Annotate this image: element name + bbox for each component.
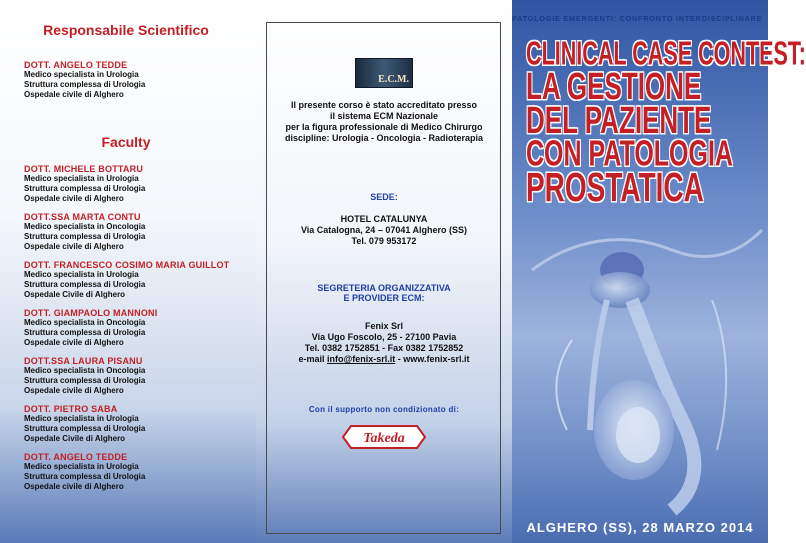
faculty-entry — [24, 356, 256, 396]
cover-caption: PATOLOGIE EMERGENTI: CONFRONTO INTERDISCIPLINARE — [512, 14, 763, 23]
person-name: DOTT. ANGELO TEDDE — [24, 452, 128, 462]
svg-text:Takeda: Takeda — [363, 431, 405, 446]
person-hospital: Ospedale civile di Alghero — [24, 90, 124, 99]
contact-line: e-mail info@fenix-srl.it - www.fenix-srl.it — [298, 354, 470, 364]
title-line: DEL PAZIENTE — [526, 98, 712, 142]
person-hospital: Ospedale civile di Alghero — [24, 242, 124, 251]
person-name: DOTT. FRANCESCO COSIMO MARIA GUILLOT — [24, 260, 230, 270]
middle-panel — [256, 0, 512, 543]
faculty-entry — [24, 164, 256, 204]
faculty-entry — [24, 212, 256, 252]
person-name: DOTT. MICHELE BOTTARU — [24, 164, 144, 174]
person-role: Medico specialista in Oncologia — [24, 318, 146, 327]
person-role: Medico specialista in Urologia — [24, 270, 139, 279]
support-note: Con il supporto non condizionato di: — [308, 405, 460, 414]
person-name: DOTT.SSA MARTA CONTU — [24, 212, 141, 222]
person-unit: Struttura complessa di Urologia — [24, 376, 146, 385]
person-role: Medico specialista in Oncologia — [24, 222, 146, 231]
responsabile-heading: Responsabile Scientifico — [43, 22, 209, 38]
person-unit: Struttura complessa di Urologia — [24, 80, 146, 89]
left-panel — [0, 0, 256, 543]
person-unit: Struttura complessa di Urologia — [24, 184, 146, 193]
sede-heading: SEDE: — [370, 192, 398, 202]
title-line: CON PATOLOGIA — [526, 133, 733, 175]
person-hospital: Ospedale civile di Alghero — [24, 338, 124, 347]
person-name: DOTT. PIETRO SABA — [24, 404, 118, 414]
person-hospital: Ospedale civile di Alghero — [24, 194, 124, 203]
responsabile-entry — [24, 60, 256, 100]
person-hospital: Ospedale Civile di Alghero — [24, 434, 126, 443]
person-name: DOTT.SSA LAURA PISANU — [24, 356, 143, 366]
event-date: ALGHERO (SS), 28 MARZO 2014 — [526, 520, 754, 535]
faculty-heading: Faculty — [101, 134, 151, 150]
title-line: PROSTATICA — [526, 164, 704, 210]
cover-title — [512, 23, 806, 210]
person-unit: Struttura complessa di Urologia — [24, 232, 146, 241]
person-role: Medico specialista in Urologia — [24, 462, 139, 471]
person-unit: Struttura complessa di Urologia — [24, 328, 146, 337]
person-role: Medico specialista in Oncologia — [24, 366, 146, 375]
anatomy-illustration — [512, 230, 768, 530]
person-unit: Struttura complessa di Urologia — [24, 280, 146, 289]
segreteria-heading: SEGRETERIA ORGANIZZATIVA E PROVIDER ECM: — [317, 283, 451, 303]
faculty-entry — [24, 308, 256, 348]
panel-frame — [266, 22, 501, 534]
person-unit: Struttura complessa di Urologia — [24, 424, 146, 433]
person-hospital: Ospedale civile di Alghero — [24, 482, 124, 491]
person-role: Medico specialista in Urologia — [24, 414, 139, 423]
faculty-entry — [24, 260, 256, 300]
title-line: LA GESTIONE — [526, 64, 702, 108]
person-hospital: Ospedale civile di Alghero — [24, 386, 124, 395]
takeda-logo — [341, 424, 427, 450]
cover-panel — [512, 0, 806, 543]
person-hospital: Ospedale Civile di Alghero — [24, 290, 126, 299]
faculty-entry — [24, 452, 256, 492]
title-line: CLINICAL CASE CONTEST: — [526, 34, 806, 72]
provider-block: Fenix Srl Via Ugo Foscolo, 25 - 27100 Pavia Tel. 0382 1752851 - Fax 0382 1752852 e-mail info@fenix-srl.it - www.fenix-srl.it — [274, 321, 494, 365]
person-name: DOTT. ANGELO TEDDE — [24, 60, 128, 70]
accreditation-text: Il presente corso è stato accreditato presso il sistema ECM Nazionale per la figura professionale di Medico Chirurgo discipline: Urologia - Oncologia - Radioterapia — [284, 100, 484, 143]
person-role: Medico specialista in Urologia — [24, 174, 139, 183]
person-role: Medico specialista in Urologia — [24, 70, 139, 79]
faculty-entry — [24, 404, 256, 444]
person-name: DOTT. GIAMPAOLO MANNONI — [24, 308, 158, 318]
ecm-logo: E.C.M. — [355, 58, 413, 88]
person-unit: Struttura complessa di Urologia — [24, 472, 146, 481]
email-link[interactable]: info@fenix-srl.it — [327, 354, 396, 364]
venue-block: HOTEL CATALUNYA Via Catalogna, 24 – 07041 Alghero (SS) Tel. 079 953172 — [300, 214, 468, 246]
